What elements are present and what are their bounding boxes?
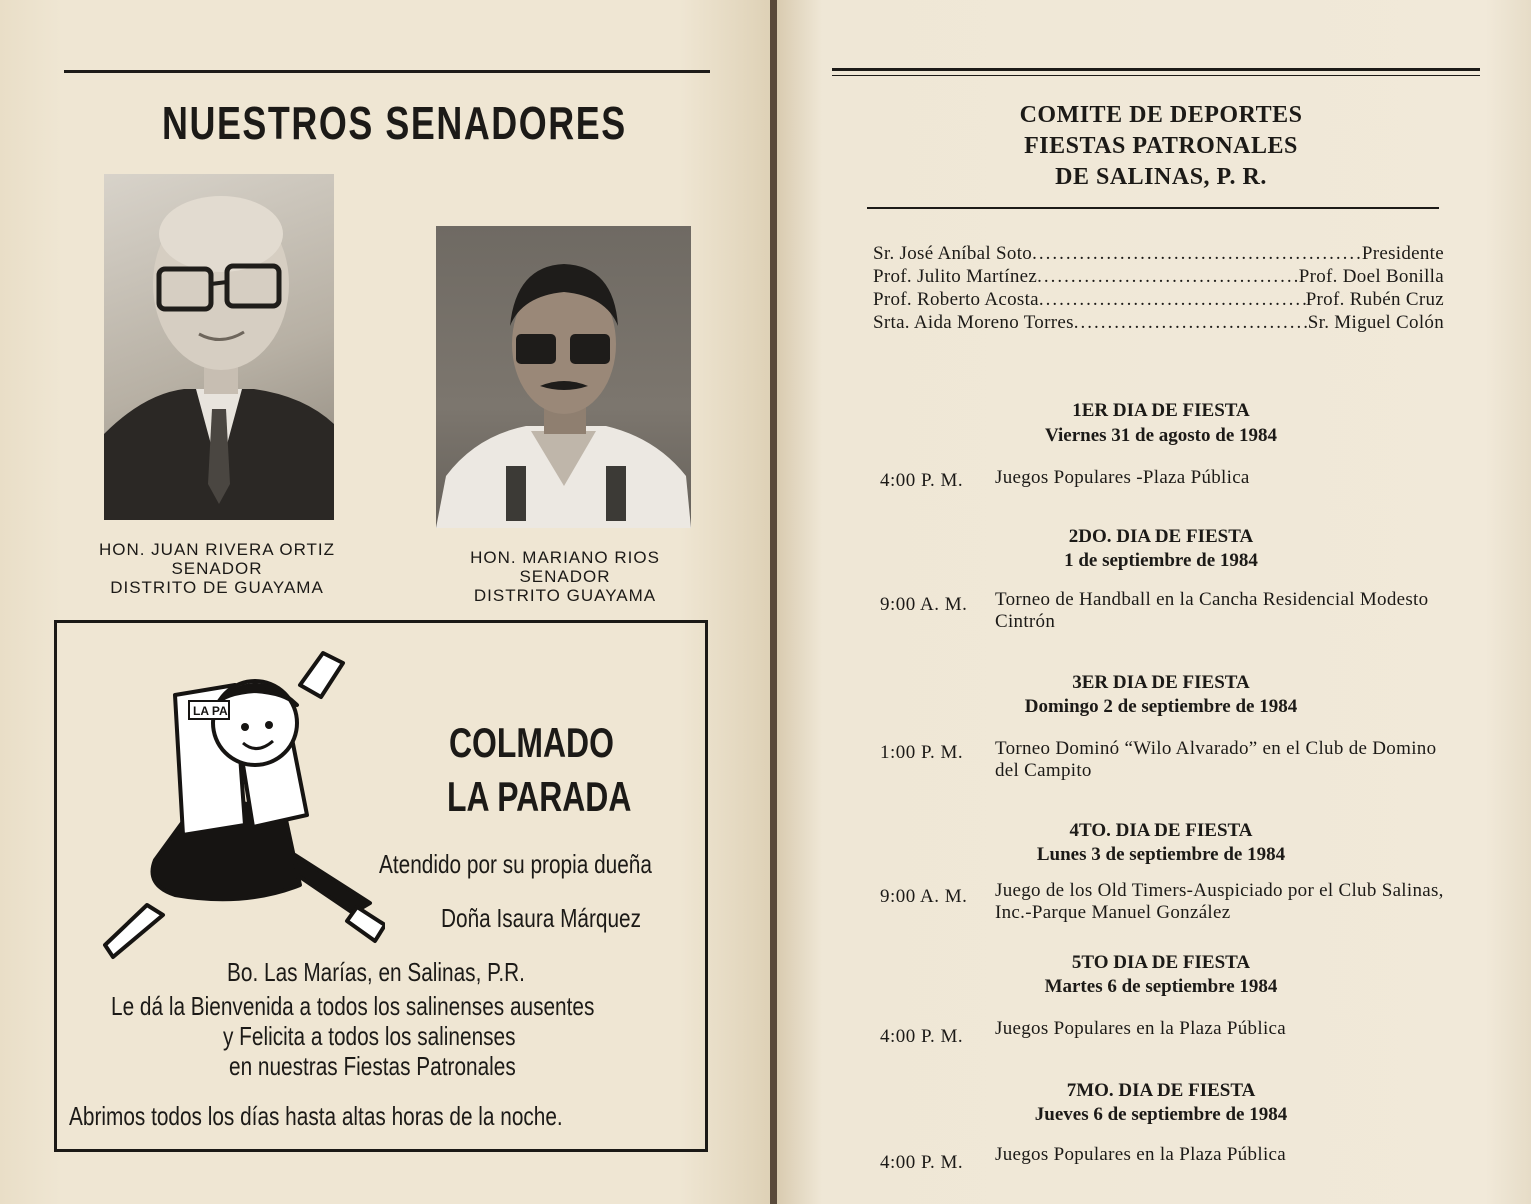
senator-photo-1 bbox=[104, 174, 334, 520]
member-name: Srta. Aida Moreno Torres bbox=[873, 312, 1074, 333]
event-description: Juego de los Old Timers-Auspiciado por el Club Salinas, Inc.-Parque Manuel González bbox=[995, 880, 1444, 923]
ad-congrats-text: y Felicita a todos los salinenses bbox=[223, 1021, 516, 1051]
ad-welcome-text: Le dá la Bienvenida a todos los salinenses ausentes bbox=[111, 991, 595, 1021]
day-date: Lunes 3 de septiembre de 1984 bbox=[1036, 844, 1286, 865]
grocer-illustration bbox=[85, 645, 385, 965]
day-date: Martes 6 de septiembre 1984 bbox=[1044, 976, 1278, 997]
day-title: 5TO DIA DE FIESTA bbox=[1071, 952, 1251, 973]
committee-title bbox=[857, 100, 1465, 193]
ad-title: COLMADO bbox=[449, 719, 614, 766]
ad-festivals-text: en nuestras Fiestas Patronales bbox=[229, 1051, 516, 1081]
event-time: 4:00 P. M. bbox=[880, 1026, 964, 1047]
ad-hours-text: Abrimos todos los días hasta altas horas de la noche. bbox=[69, 1101, 563, 1131]
page-title: NUESTROS SENADORES bbox=[162, 97, 627, 149]
event-time: 4:00 P. M. bbox=[880, 470, 964, 491]
member-row bbox=[873, 289, 1444, 311]
event-description: Juegos Populares en la Plaza Pública bbox=[995, 1144, 1286, 1165]
leader-dots bbox=[1037, 266, 1299, 288]
top-rule bbox=[832, 68, 1480, 71]
senator-role: SENADOR bbox=[171, 559, 263, 578]
event-time: 9:00 A. M. bbox=[880, 594, 968, 615]
event-description: Juegos Populares en la Plaza Pública bbox=[995, 1018, 1286, 1039]
ad-subtitle: LA PARADA bbox=[447, 773, 632, 820]
event-time: 1:00 P. M. bbox=[880, 742, 964, 763]
member-row bbox=[873, 266, 1444, 288]
senator-caption-2 bbox=[425, 548, 705, 605]
member-name: Prof. Julito Martínez bbox=[873, 266, 1038, 287]
event-description: Juegos Populares -Plaza Pública bbox=[995, 467, 1250, 488]
committee-title-line: FIESTAS PATRONALES bbox=[1024, 133, 1298, 159]
day-title: 4TO. DIA DE FIESTA bbox=[1069, 820, 1253, 841]
member-name-right: Prof. Doel Bonilla bbox=[1298, 266, 1444, 287]
ad-attended-text: Atendido por su propia dueña bbox=[379, 849, 652, 879]
leader-dots bbox=[1039, 289, 1306, 311]
committee-title-line: COMITE DE DEPORTES bbox=[1019, 102, 1303, 128]
top-rule-thin bbox=[832, 75, 1480, 76]
day-date: Viernes 31 de agosto de 1984 bbox=[1044, 425, 1278, 446]
day-date: Domingo 2 de septiembre de 1984 bbox=[1024, 696, 1298, 717]
member-name: Sr. José Aníbal Soto bbox=[873, 243, 1033, 264]
senator-caption-1 bbox=[62, 540, 372, 597]
leader-dots bbox=[1074, 312, 1308, 334]
member-name-right: Prof. Rubén Cruz bbox=[1305, 289, 1444, 310]
day-title: 7MO. DIA DE FIESTA bbox=[1066, 1080, 1256, 1101]
event-description: Torneo Dominó “Wilo Alvarado” en el Club de Domino del Campito bbox=[995, 738, 1437, 781]
title-rule bbox=[867, 207, 1439, 209]
colmado-advertisement bbox=[54, 620, 708, 1152]
event-time: 4:00 P. M. bbox=[880, 1152, 964, 1173]
bag-label: LA PA bbox=[193, 704, 228, 718]
member-role: Presidente bbox=[1361, 243, 1444, 264]
leader-dots bbox=[1032, 243, 1362, 265]
day-title: 3ER DIA DE FIESTA bbox=[1072, 672, 1250, 693]
senator-name: HON. MARIANO RIOS bbox=[470, 548, 660, 567]
senator-district: DISTRITO GUAYAMA bbox=[473, 586, 657, 605]
ad-address-text: Bo. Las Marías, en Salinas, P.R. bbox=[227, 957, 525, 987]
committee-title-line: DE SALINAS, P. R. bbox=[1055, 164, 1267, 190]
ad-owner-text: Doña Isaura Márquez bbox=[441, 903, 642, 933]
day-title: 1ER DIA DE FIESTA bbox=[1072, 400, 1250, 421]
day-date: Jueves 6 de septiembre de 1984 bbox=[1034, 1104, 1288, 1125]
member-name: Prof. Roberto Acosta bbox=[873, 289, 1039, 310]
senator-name: HON. JUAN RIVERA ORTIZ bbox=[98, 540, 336, 559]
right-page bbox=[777, 0, 1531, 1204]
day-title: 2DO. DIA DE FIESTA bbox=[1068, 526, 1254, 547]
member-row bbox=[873, 312, 1444, 334]
event-description: Torneo de Handball en la Cancha Residencial Modesto Cintrón bbox=[995, 589, 1429, 632]
event-time: 9:00 A. M. bbox=[880, 886, 968, 907]
day-date: 1 de septiembre de 1984 bbox=[1064, 550, 1258, 571]
member-name-right: Sr. Miguel Colón bbox=[1307, 312, 1444, 333]
senator-district: DISTRITO DE GUAYAMA bbox=[110, 578, 324, 597]
top-rule bbox=[64, 70, 710, 73]
senator-photo-2 bbox=[436, 226, 691, 528]
member-row bbox=[873, 243, 1444, 265]
senator-role: SENADOR bbox=[519, 567, 611, 586]
